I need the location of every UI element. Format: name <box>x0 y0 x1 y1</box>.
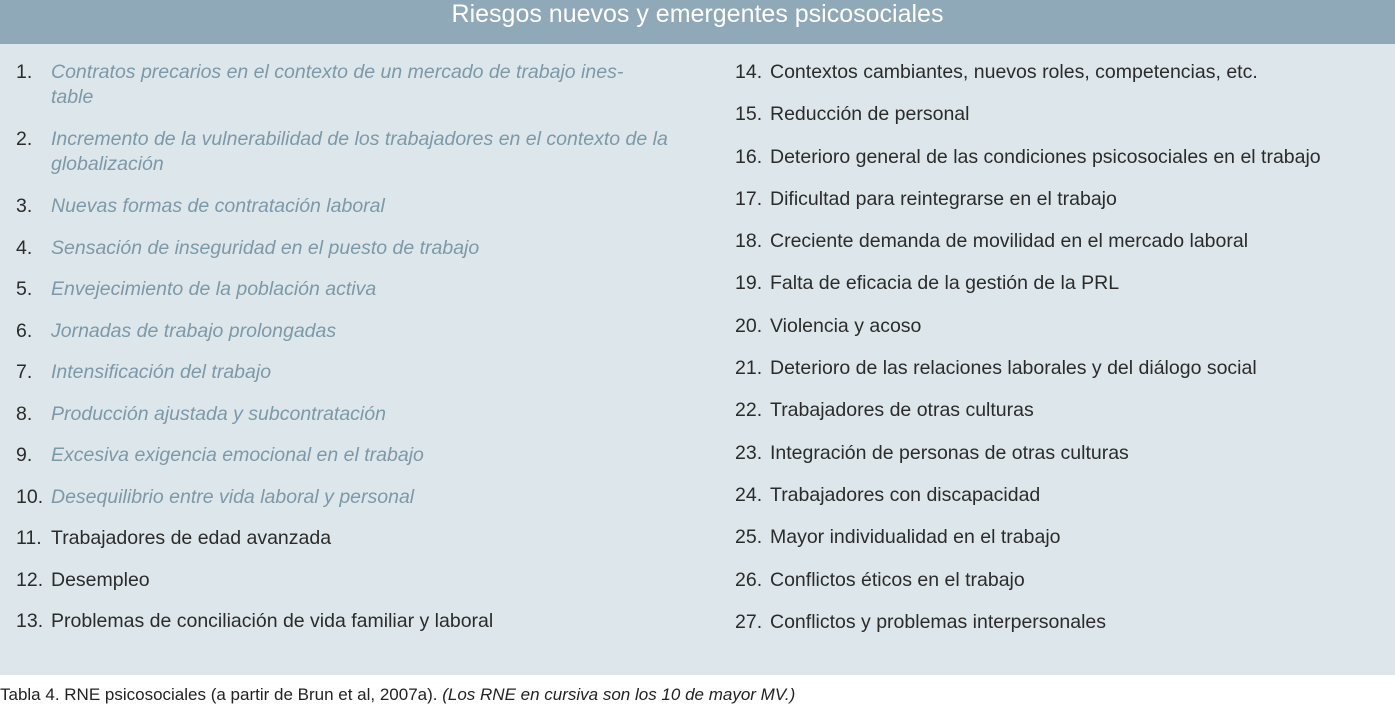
item-number: 17. <box>735 187 763 210</box>
item-text: Desempleo <box>51 568 150 591</box>
list-item <box>16 443 681 468</box>
item-number: 25. <box>735 526 763 549</box>
item-number: 4. <box>16 236 33 259</box>
list-item <box>735 314 1375 339</box>
right-column <box>735 60 1375 635</box>
item-text: Trabajadores de edad avanzada <box>51 527 332 549</box>
item-text: Deterioro general de las condiciones psicosociales en el trabajo <box>770 145 1321 168</box>
item-text: Contratos precarios en el contexto de un mercado de trabajo ines- table <box>51 61 624 108</box>
item-text: Incremento de la vulnerabilidad de los trabajadores en el contexto de la globalización <box>51 128 668 175</box>
list-item <box>16 609 681 634</box>
list-item <box>735 525 1375 550</box>
item-number: 24. <box>735 483 763 506</box>
table-caption <box>0 684 795 706</box>
list-item <box>16 568 681 593</box>
item-text: Falta de eficacia de la gestión de la PRL <box>770 272 1120 295</box>
list-item <box>16 236 681 261</box>
table-title: Riesgos nuevos y emergentes psicosociales <box>451 0 944 28</box>
item-text: Excesiva exigencia emocional en el trabajo <box>51 444 424 466</box>
item-text: Jornadas de trabajo prolongadas <box>51 319 337 342</box>
item-number: 26. <box>735 568 763 591</box>
list-item <box>735 187 1375 212</box>
item-text: Violencia y acoso <box>770 314 922 337</box>
caption-note: (Los RNE en cursiva son los 10 de mayor MV.) <box>442 685 796 704</box>
item-text: Intensificación del trabajo <box>51 361 272 383</box>
item-number: 2. <box>16 128 33 150</box>
list-item <box>16 277 681 302</box>
left-column <box>16 60 681 634</box>
item-number: 14. <box>735 61 763 83</box>
item-text: Mayor individualidad en el trabajo <box>770 526 1061 549</box>
item-text: Trabajadores de otras culturas <box>770 399 1034 422</box>
item-text: Desequilibrio entre vida laboral y personal <box>51 485 415 508</box>
list-item <box>16 485 681 510</box>
list-item <box>16 402 681 427</box>
item-number: 16. <box>735 145 763 168</box>
item-number: 1. <box>16 61 33 83</box>
item-text: Conflictos y problemas interpersonales <box>770 610 1106 633</box>
item-number: 18. <box>735 230 763 253</box>
list-item <box>735 102 1375 127</box>
list-item <box>735 356 1375 381</box>
item-text: Reducción de personal <box>770 103 970 126</box>
list-item <box>16 60 681 110</box>
item-number: 23. <box>735 441 763 464</box>
item-number: 12. <box>16 568 44 591</box>
item-number: 8. <box>16 402 33 425</box>
item-number: 5. <box>16 278 33 300</box>
item-text: Integración de personas de otras culturas <box>770 441 1129 464</box>
list-item <box>735 441 1375 466</box>
table-header <box>0 0 1395 44</box>
item-text: Conflictos éticos en el trabajo <box>770 568 1025 591</box>
list-item <box>735 483 1375 508</box>
item-number: 3. <box>16 195 33 217</box>
item-text: Nuevas formas de contratación laboral <box>51 195 385 217</box>
list-item <box>16 526 681 551</box>
item-number: 9. <box>16 444 33 466</box>
item-text: Sensación de inseguridad en el puesto de trabajo <box>51 236 480 259</box>
item-text: Contextos cambiantes, nuevos roles, competencias, etc. <box>770 61 1258 83</box>
item-number: 11. <box>16 527 42 549</box>
item-text: Trabajadores con discapacidad <box>770 483 1041 506</box>
item-number: 20. <box>735 314 763 337</box>
item-number: 10. <box>16 485 44 508</box>
list-item <box>735 145 1375 170</box>
item-number: 15. <box>735 103 763 126</box>
item-number: 21. <box>735 357 763 380</box>
item-number: 19. <box>735 272 763 295</box>
item-text: Producción ajustada y subcontratación <box>51 402 386 425</box>
item-number: 13. <box>16 610 44 632</box>
item-number: 6. <box>16 319 33 342</box>
list-item <box>16 194 681 219</box>
item-number: 22. <box>735 399 763 422</box>
list-item <box>735 398 1375 423</box>
item-text: Creciente demanda de movilidad en el mercado laboral <box>770 230 1249 253</box>
item-text: Problemas de conciliación de vida familiar y laboral <box>51 610 494 632</box>
list-item <box>735 60 1375 85</box>
list-item <box>735 610 1375 635</box>
list-item <box>735 229 1375 254</box>
item-text: Dificultad para reintegrarse en el trabajo <box>770 187 1117 210</box>
list-item <box>735 568 1375 593</box>
list-item <box>16 127 681 177</box>
item-text: Deterioro de las relaciones laborales y del diálogo social <box>770 357 1257 380</box>
list-item <box>16 360 681 385</box>
list-item <box>735 271 1375 296</box>
list-item <box>16 319 681 344</box>
item-number: 7. <box>16 361 33 383</box>
item-text: Envejecimiento de la población activa <box>51 278 377 300</box>
item-number: 27. <box>735 610 763 633</box>
caption-main: Tabla 4. RNE psicosociales (a partir de Brun et al, 2007a). <box>0 685 443 704</box>
